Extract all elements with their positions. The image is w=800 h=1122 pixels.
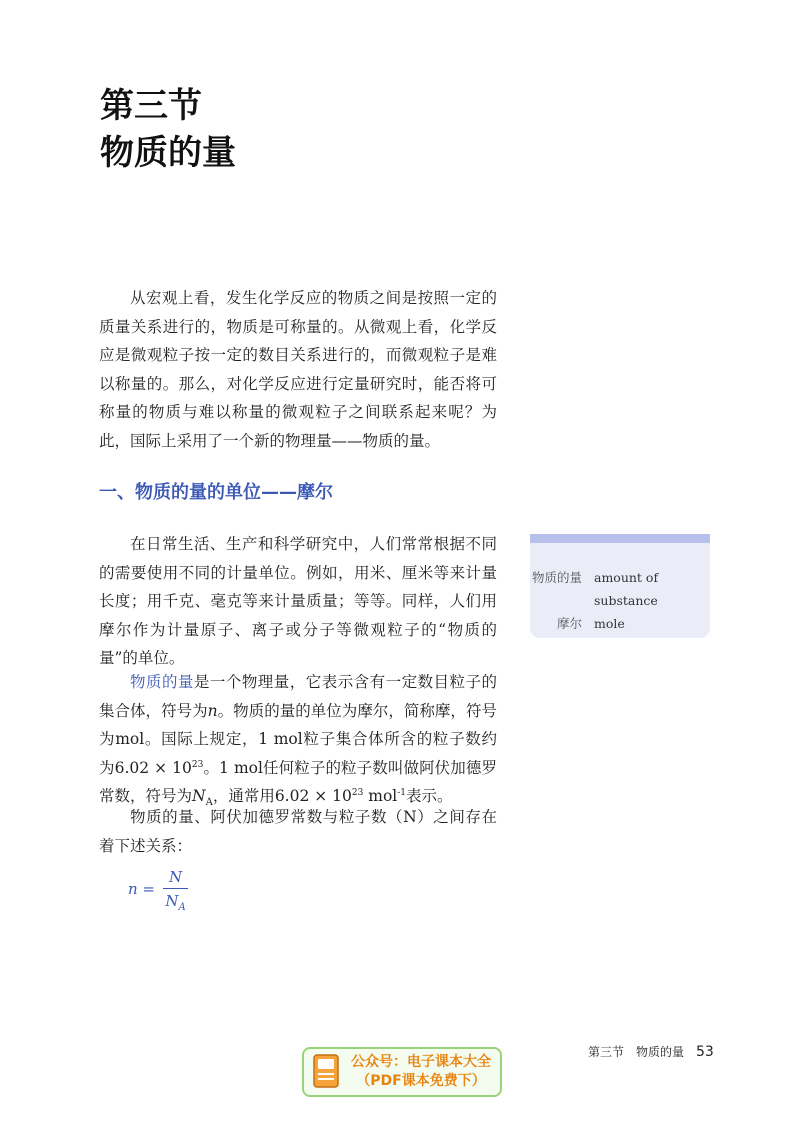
subscript-A: A (205, 797, 213, 809)
exponent-1: 23 (191, 759, 204, 770)
glossary-list (530, 543, 710, 635)
exponent-3: -1 (397, 787, 407, 798)
symbol-N: N (192, 787, 206, 805)
watermark-line-1: 公众号：电子课本大全 (351, 1054, 491, 1070)
key-term: 物质的量 (130, 673, 194, 691)
formula-lhs: n = (128, 880, 155, 898)
glossary-en: substance (594, 593, 658, 608)
glossary-zh: 摩尔 (556, 616, 582, 631)
formula-denominator-sub: A (178, 902, 186, 913)
subsection-heading: 一、物质的量的单位——摩尔 (99, 482, 333, 503)
watermark-text (346, 1053, 496, 1091)
definition-text-5: mol (363, 787, 398, 805)
formula-numerator: N (163, 868, 188, 889)
glossary-en: mole (594, 616, 625, 631)
symbol-n: n (207, 701, 218, 720)
exponent-2: 23 (351, 787, 364, 798)
definition-text-4: ，通常用6.02 × 10 (212, 787, 352, 805)
glossary-row (530, 589, 710, 612)
watermark-line-2: （PDF课本免费下） (356, 1073, 486, 1089)
section-title: 物质的量 (100, 133, 236, 173)
formula-fraction (163, 868, 188, 913)
definition-text-6: 表示。 (406, 787, 453, 805)
glossary-en: amount of (594, 570, 659, 585)
definition-paragraph (99, 668, 497, 811)
page-footer (588, 1043, 714, 1060)
page-number: 53 (696, 1044, 714, 1060)
definition-text-3: 。1 mol任何粒子的粒子数叫做阿伏加德罗常数，符号为 (99, 758, 497, 805)
glossary-row (530, 566, 710, 589)
glossary-zh (530, 589, 594, 612)
units-paragraph: 在日常生活、生产和科学研究中，人们常常根据不同的需要使用不同的计量单位。例如，用米、厘米等来计量长度；用千克、毫克等来计量质量；等等。同样，人们用摩尔作为计量原子、离子或分子等微观粒子的“物质的量”的单位。 (99, 535, 497, 667)
definition-text-2: 。物质的量的单位为摩尔，简称摩，符号为mol。国际上规定，1 mol粒子集合体所含的粒子数约为6.02 × 10 (99, 701, 497, 777)
glossary-row (530, 612, 710, 635)
section-number: 第三节 (100, 86, 202, 126)
glossary-sidebar (530, 534, 710, 638)
formula-denominator: $N_A$ (165, 892, 186, 913)
formula (128, 868, 188, 913)
watermark-badge (302, 1047, 502, 1097)
book-icon (312, 1053, 340, 1091)
intro-paragraph: 从宏观上看，发生化学反应的物质之间是按照一定的质量关系进行的，物质是可称量的。从微观上看，化学反应是微观粒子按一定的数目关系进行的，而微观粒子是难以称量的。那么，对化学反应进行定量研究时，能否将可称量的物质与难以称量的微观粒子之间联系起来呢？为此，国际上采用了一个新的物理量——物质的量。 (99, 289, 497, 450)
glossary-zh: 物质的量 (531, 570, 582, 585)
definition-text-1: 是一个物理量，它表示含有一定数目粒子的集合体，符号为 (99, 673, 497, 720)
footer-label: 第三节 物质的量 (588, 1045, 685, 1059)
relation-paragraph: 物质的量、阿伏加德罗常数与粒子数（N）之间存在着下述关系： (99, 808, 497, 855)
glossary-top-bar (530, 534, 710, 543)
